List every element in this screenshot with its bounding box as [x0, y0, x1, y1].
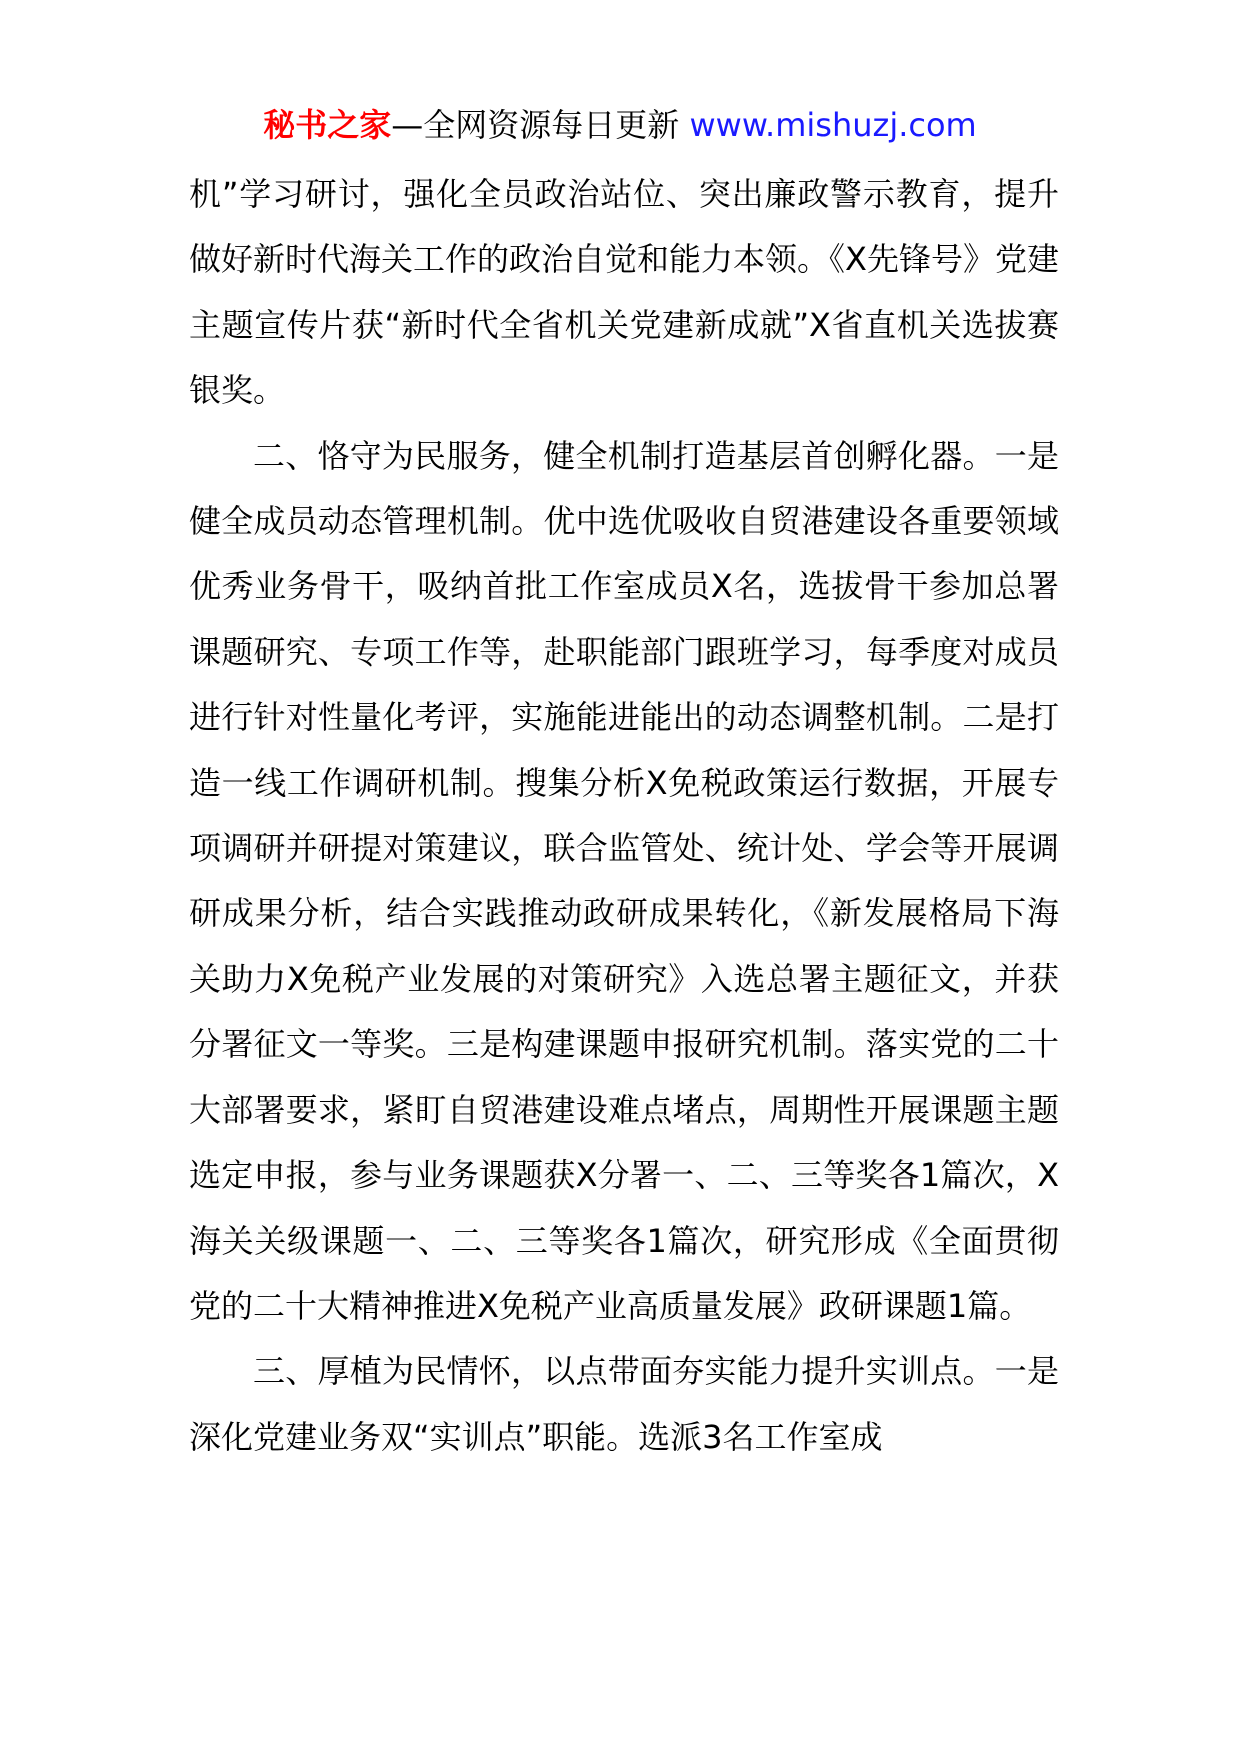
section-two-heading: 二、恪守为民服务，健全机制打造基层首创孵化器。 [253, 436, 995, 475]
section-two-body: 一是健全成员动态管理机制。优中选优吸收自贸港建设各重要领域优秀业务骨干，吸纳首批工作室成员X名，选拔骨干参加总署课题研究、专项工作等，赴职能部门跟班学习，每季度对成员进行针对性量化考评，实施能进能出的动态调整机制。二是打造一线工作调研机制。搜集分析X免税政策运行数据，开展专项调研并研提对策建议，联合监管处、统计处、学会等开展调研成果分析，结合实践推动政研成果转化，《新发展格局下海关助力X免税产业发展的对策研究》入选总署主题征文，并获分署征文一等奖。三是构建课题申报研究机制。落实党的二十大部署要求，紧盯自贸港建设难点堵点，周期性开展课题主题选定申报，参与业务课题获X分署一、二、三等奖各1篇次，X海关关级课题一、二、三等奖各1篇次，研究形成《全面贯彻党的二十大精神推进X免税产业高质量发展》政研课题1篇。 [189, 436, 1059, 1325]
site-banner [0, 98, 1240, 152]
paragraph-section-two [189, 424, 1059, 1340]
document-body [189, 162, 1059, 1470]
site-url: www.mishuzj.com [689, 106, 977, 144]
paragraph-continued: 机”学习研讨，强化全员政治站位、突出廉政警示教育，提升做好新时代海关工作的政治自觉和能力本领。《X先锋号》党建主题宣传片获“新时代全省机关党建新成就”X省直机关选拔赛银奖。 [189, 175, 1059, 410]
banner-tagline: —全网资源每日更新 [391, 106, 680, 144]
paragraph-section-three [189, 1339, 1059, 1470]
section-three-body: 一是深化党建业务双“实训点”职能。选派3名工作室成 [189, 1352, 1059, 1456]
brand-name: 秘书之家 [263, 106, 392, 144]
section-three-heading: 三、厚植为民情怀，以点带面夯实能力提升实训点。 [253, 1352, 995, 1391]
